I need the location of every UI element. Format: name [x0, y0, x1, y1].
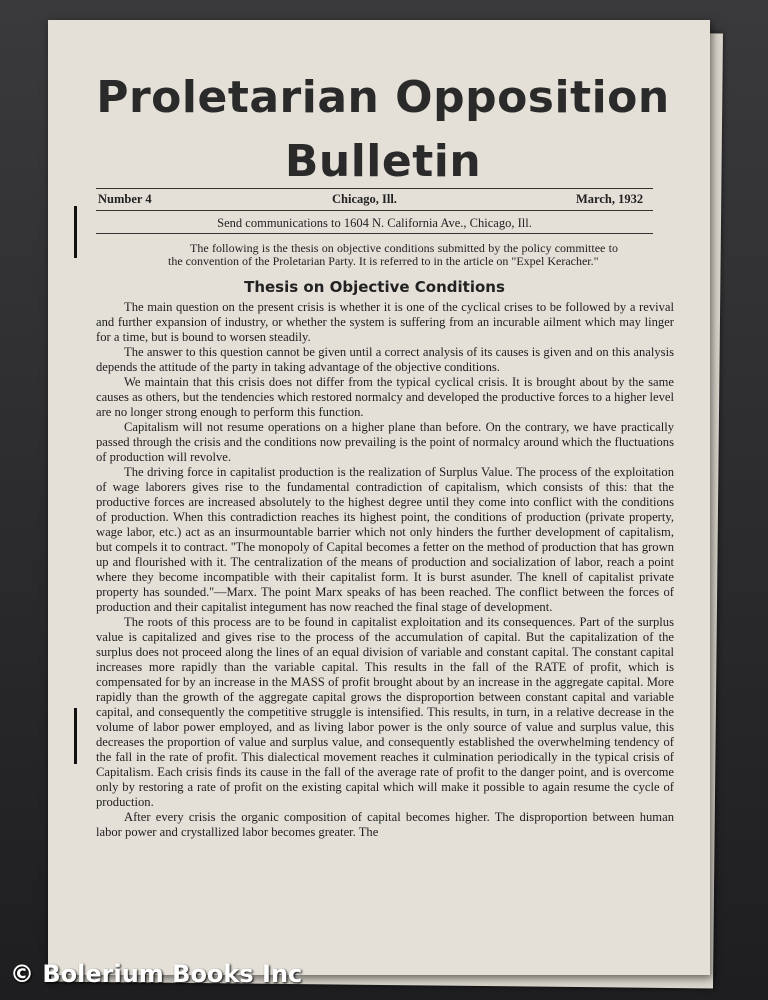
bulletin-page — [48, 20, 710, 975]
article-paragraph: After every crisis the organic composition of capital becomes higher. The disproportion between human labor power and crystallized labor becomes greater. The — [96, 810, 674, 839]
issue-place: Chicago, Ill. — [332, 192, 397, 206]
header-rule-bottom — [96, 233, 653, 234]
article-body — [96, 300, 674, 840]
masthead-title-line1: Proletarian Opposition — [96, 72, 670, 123]
header-rule-top — [96, 188, 653, 189]
send-communications-line: Send communications to 1604 N. California Ave., Chicago, Ill. — [217, 216, 532, 230]
staple-bottom — [74, 708, 77, 764]
article-paragraph: Capitalism will not resume operations on a higher plane than before. On the contrary, we have practically passed through the crisis and the conditions now prevailing is the point of normalcy around which the fluctuations of production will revolve. — [96, 420, 674, 464]
article-paragraph: The main question on the present crisis is whether it is one of the cyclical crises to be followed by a revival and further expansion of industry, or whether the system is suffering from an incurable ailment which may linger for a time, but is bound to worsen steadily. — [96, 300, 674, 344]
header-rule-middle — [96, 210, 653, 211]
staple-top — [74, 206, 77, 258]
article-paragraph: The driving force in capitalist production is the realization of Surplus Value. The process of the exploitation of wage laborers gives rise to the fundamental contradiction of capitalism, which consists of this: that the productive forces are increased absolutely to the highest degree until they come into conflict with the conditions of production. When this contradiction reaches its highest point, the conditions of production (private property, wage labor, etc.) act as an insurmountable barrier which not only hinders the further development of capitalism, but compels it to contract. ''The monopoly of Capital becomes a fetter on the method of production that has grown up and flourished with it. The centralization of the means of production and socialization of labor, reach a point where they become incompatible with their capitalist form. It is burst asunder. The knell of capitalist private property has sounded.''—Marx. The point Marx speaks of has been reached. The conflict between the forces of production and their capitalist integument has now reached the final stage of development. — [96, 465, 674, 614]
article-paragraph: The answer to this question cannot be given until a correct analysis of its causes is given and on this analysis depends the attitude of the party in taking advantage of the objective conditions. — [96, 345, 674, 374]
masthead-title-line2: Bulletin — [284, 136, 482, 187]
copyright-watermark: © Bolerium Books Inc — [10, 960, 303, 988]
article-paragraph: The roots of this process are to be found in capitalist exploitation and its consequences. Part of the surplus value is capitalized and gives rise to the process of the accumulation of capital. But the capitalization of the surplus does not proceed along the lines of an equal division of variable and constant capital. The constant capital increases more rapidly than the variable capital. This results in the fall of the RATE of profit, which is compensated for by an increase in the MASS of profit brought about by an increase in the aggregate capital. More rapidly than the growth of the aggregate capital grows the disproportion between constant capital and variable capital, and consequently the competitive struggle is intensified. This results, in turn, in a relative decrease in the volume of labor power employed, and as living labor power is the only source of value and surplus value, this decreases the proportion of value and surplus value, and consequently established the overwhelming tendency of the fall in the rate of profit. This dialectical movement reaches it culmination periodically in the typical crisis of Capitalism. Each crisis finds its cause in the fall of the average rate of profit to the danger point, and is overcome only by restoring a rate of profit on the existing capital which will make it possible to again resume the cycle of production. — [96, 615, 674, 809]
issue-date: March, 1932 — [576, 192, 644, 206]
article-heading: Thesis on Objective Conditions — [244, 278, 505, 296]
intro-note: The following is the thesis on objective conditions submitted by the policy committee to the convention of the Proletarian Party. It is referred to in the article on "Expel Keracher." — [168, 241, 618, 268]
article-paragraph: We maintain that this crisis does not differ from the typical cyclical crisis. It is brought about by the same causes as others, but the tendencies which restored normalcy and developed the productive forces to a higher level are no longer strong enough to perform this function. — [96, 375, 674, 419]
issue-number: Number 4 — [98, 192, 152, 206]
